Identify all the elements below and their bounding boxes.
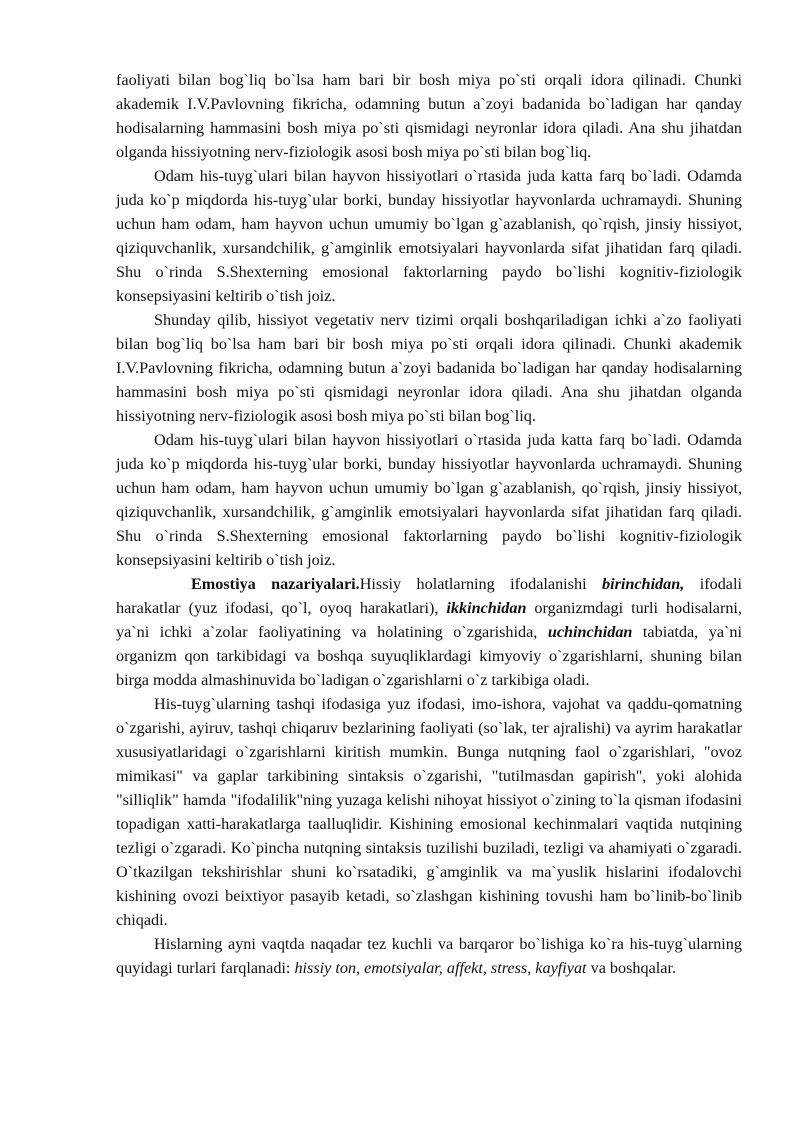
paragraph-human-animal-emotions-repeat: Odam his-tuyg`ulari bilan hayvon hissiyotlari o`rtasida juda katta farq bo`ladi. Odamda juda ko`p miqdorda his-tuyg`ular borki, bunday hissiyotlar hayvonlarda uchramaydi. Shuning uchun ham odam, ham hayvon uchun umumiy bo`lgan g`azablanish, qo`rqish, jinsiy hissiyot, qiziquvchanlik, xursandchilik, g`amginlik emotsiyalari hayvonlarda sifat jihatidan farq qiladi. Shu o`rinda S.Shexterning emosional faktorlarning paydo bo`lishi kognitiv-fiziologik konsepsiyasini keltirib o`tish joiz.: [116, 431, 742, 569]
emphasis-first: birinchidan,: [601, 575, 685, 593]
text-run: Hissiy holatlarning ifodalanishi: [359, 575, 602, 593]
paragraph-external-expression: His-tuyg`ularning tashqi ifodasiga yuz ifodasi, imo-ishora, vajohat va qaddu-qomatning o`zgarishi, ayiruv, tashqi chiqaruv bezlarining faoliyati (so`lak, ter ajralishi) va ayrim harakatlar xususiyatlaridagi o`zgarishlarni kiritish mumkin. Bunga nutqning faol o`zgarishlari, "ovoz mimikasi" va gaplar tarkibining sintaksis o`zgarishi, "tutilmasdan gapirish", yoki alohida "silliqlik" hamda "ifodalilik"ning yuzaga kelishi nihoyat hissiyot o`zining to`la qisman ifodasini topadigan xatti-harakatlarga taalluqlidir. Kishining emosional kechinmalari vaqtida nutqining tezligi o`zgaradi. Ko`pincha nutqning sintaksis tuzilishi buziladi, tezligi va ahamiyati o`zgaradi. O`tkazilgan tekshirishlar shuni ko`rsatadiki, g`amginlik va ma`yuslik hislarini ifodalovchi kishining ovozi beixtiyor pasayib ketadi, so`zlashgan kishining tovushi ham bo`linib-bo`linib chiqadi.: [116, 695, 742, 929]
text-run: tabiatda, ya`ni organizm qon tarkibidagi va boshqa suyuqliklardagi kimyoviy o`zgarishlarni, shuning bilan birga modda almashinuvida bo`ladigan o`zgarishlarni o`z tarkibiga oladi.: [116, 623, 742, 689]
emphasis-third: uchinchidan: [547, 623, 633, 641]
emotion-types-list: hissiy ton, emotsiyalar, affekt, stress, kayfiyat: [294, 959, 587, 977]
paragraph-emotion-types: [116, 932, 742, 980]
text-run: ifodali harakatlar (yuz ifodasi, qo`l, oyoq harakatlari),: [116, 575, 742, 617]
text-run: organizmdagi turli hodisalarni, ya`ni ichki a`zolar faoliyatining va holatining o`zgarishida,: [116, 599, 742, 641]
document-page: [116, 68, 742, 980]
section-heading: Emostiya nazariyalari.: [191, 575, 360, 593]
paragraph-emotion-theories: [116, 572, 742, 692]
paragraph-continuation: faoliyati bilan bog`liq bo`lsa ham bari bir bosh miya po`sti orqali idora qilinadi. Chunki akademik I.V.Pavlovning fikricha, odamning butun a`zoyi badanida bo`ladigan har qanday hodisalarning hammasini bosh miya po`sti qismidagi neyronlar idora qiladi. Ana shu jihatdan olganda hissiyotning nerv-fiziologik asosi bosh miya po`sti bilan bog`liq.: [116, 71, 742, 161]
paragraph-human-animal-emotions: Odam his-tuyg`ulari bilan hayvon hissiyotlari o`rtasida juda katta farq bo`ladi. Odamda juda ko`p miqdorda his-tuyg`ular borki, bunday hissiyotlar hayvonlarda uchramaydi. Shuning uchun ham odam, ham hayvon uchun umumiy bo`lgan g`azablanish, qo`rqish, jinsiy hissiyot, qiziquvchanlik, xursandchilik, g`amginlik emotsiyalari hayvonlarda sifat jihatidan farq qiladi. Shu o`rinda S.Shexterning emosional faktorlarning paydo bo`lishi kognitiv-fiziologik konsepsiyasini keltirib o`tish joiz.: [116, 167, 742, 305]
paragraph-vegetative-nervous-system: Shunday qilib, hissiyot vegetativ nerv tizimi orqali boshqariladigan ichki a`zo faoliyati bilan bog`liq bo`lsa ham bari bir bosh miya po`sti orqali idora qilinadi. Chunki akademik I.V.Pavlovning fikricha, odamning butun a`zoyi badanida bo`ladigan har qanday hodisalarning hammasini bosh miya po`sti qismidagi neyronlar idora qiladi. Ana shu jihatdan olganda hissiyotning nerv-fiziologik asosi bosh miya po`sti bilan bog`liq.: [116, 311, 742, 425]
text-run: va boshqalar.: [586, 959, 677, 977]
text-run: Hislarning ayni vaqtda naqadar tez kuchli va barqaror bo`lishiga ko`ra his-tuyg`ularning quyidagi turlari farqlanadi:: [116, 935, 742, 977]
emphasis-second: ikkinchidan: [446, 599, 527, 617]
